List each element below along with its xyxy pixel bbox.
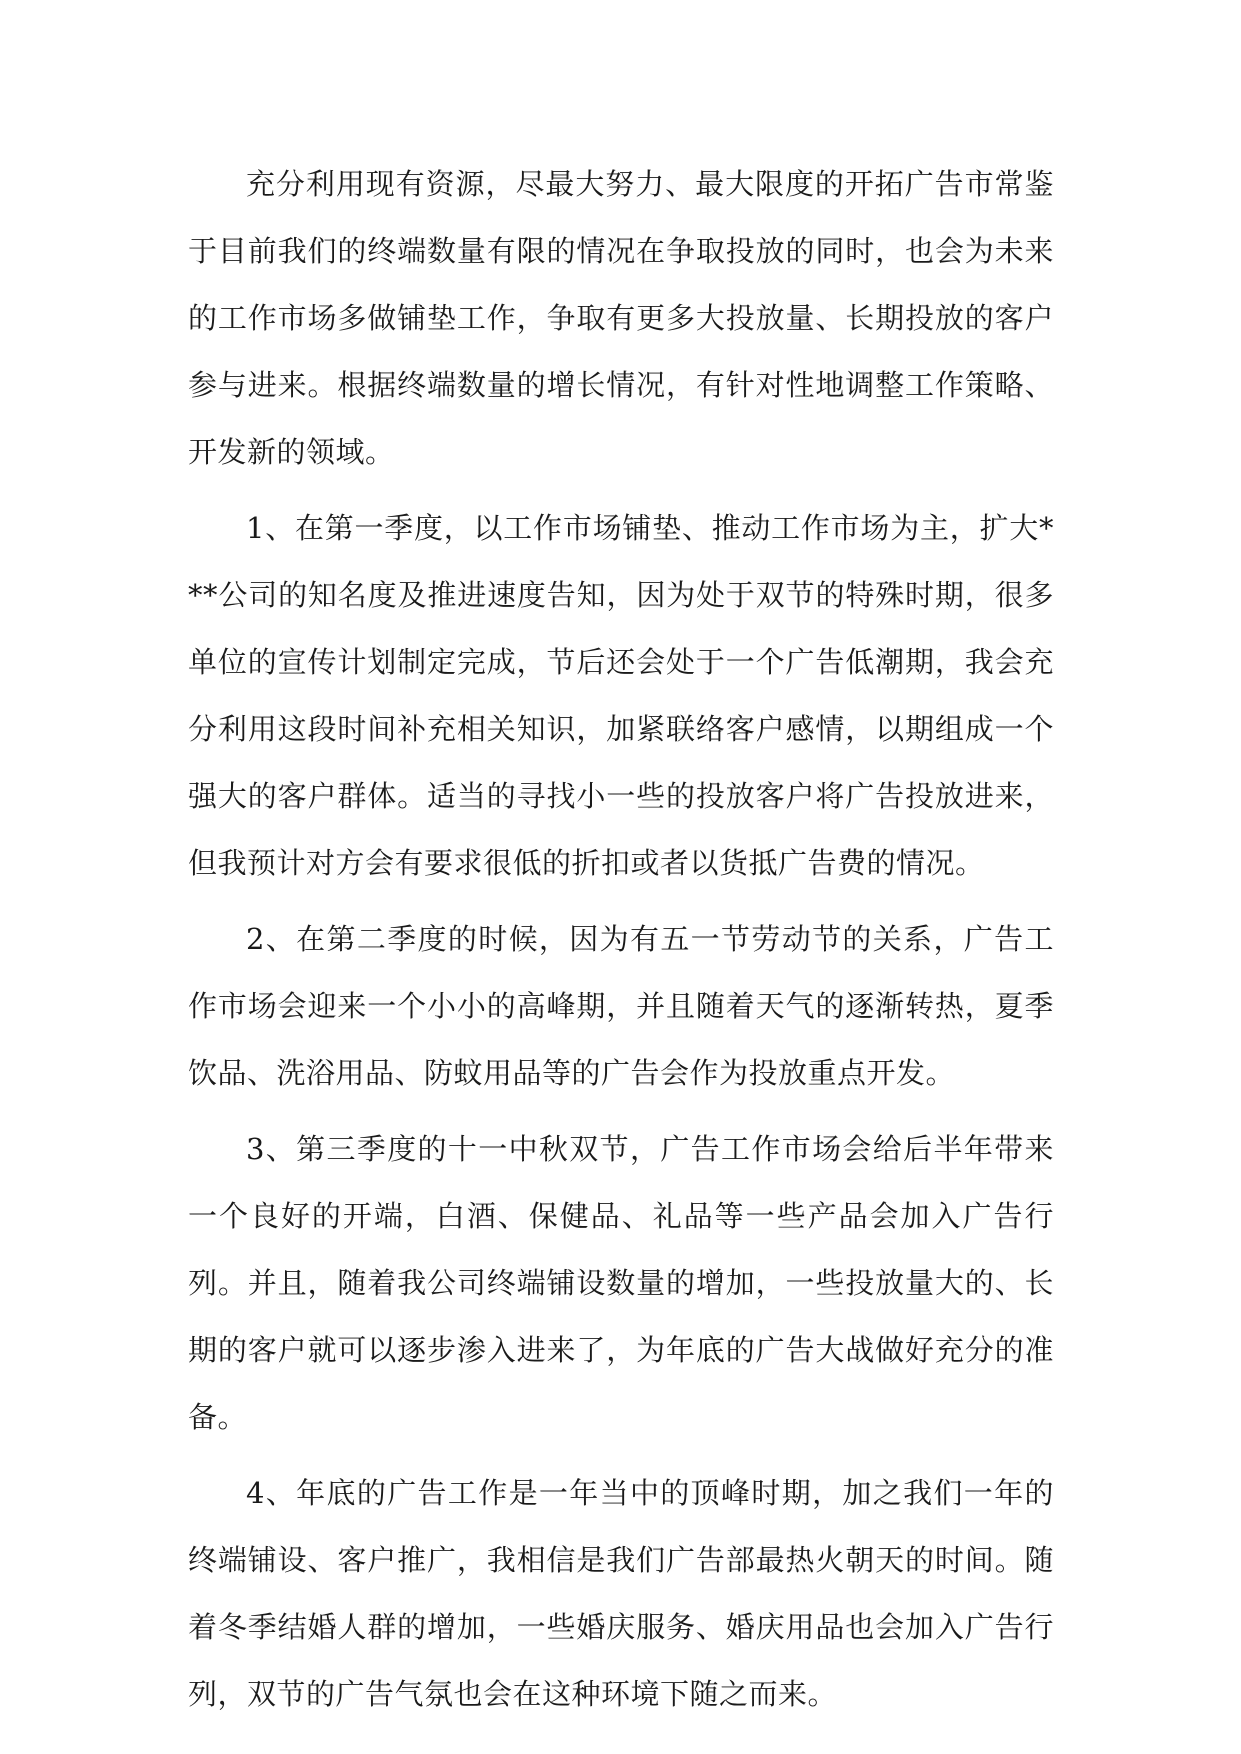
paragraph-q3: 3、第三季度的十一中秋双节，广告工作市场会给后半年带来一个良好的开端，白酒、保健品、礼品等一些产品会加入广告行列。并且，随着我公司终端铺设数量的增加，一些投放量大的、长期的客户就可以逐步渗入进来了，为年底的广告大战做好充分的准备。 [188, 1132, 1054, 1434]
document-body [188, 151, 1054, 1737]
paragraph-q4: 4、年底的广告工作是一年当中的顶峰时期，加之我们一年的终端铺设、客户推广，我相信是我们广告部最热火朝天的时间。随着冬季结婚人群的增加，一些婚庆服务、婚庆用品也会加入广告行列，双节的广告气氛也会在这种环境下随之而来。 [188, 1476, 1054, 1711]
paragraph-q1: 1、在第一季度，以工作市场铺垫、推动工作市场为主，扩大***公司的知名度及推进速度告知，因为处于双节的特殊时期，很多单位的宣传计划制定完成，节后还会处于一个广告低潮期，我会充分利用这段时间补充相关知识，加紧联络客户感情，以期组成一个强大的客户群体。适当的寻找小一些的投放客户将广告投放进来，但我预计对方会有要求很低的折扣或者以货抵广告费的情况。 [188, 511, 1054, 880]
paragraph-q2: 2、在第二季度的时候，因为有五一节劳动节的关系，广告工作市场会迎来一个小小的高峰期，并且随着天气的逐渐转热，夏季饮品、洗浴用品、防蚊用品等的广告会作为投放重点开发。 [188, 922, 1054, 1090]
paragraph-intro: 充分利用现有资源，尽最大努力、最大限度的开拓广告市常鉴于目前我们的终端数量有限的情况在争取投放的同时，也会为未来的工作市场多做铺垫工作，争取有更多大投放量、长期投放的客户参与进来。根据终端数量的增长情况，有针对性地调整工作策略、开发新的领域。 [188, 167, 1054, 469]
